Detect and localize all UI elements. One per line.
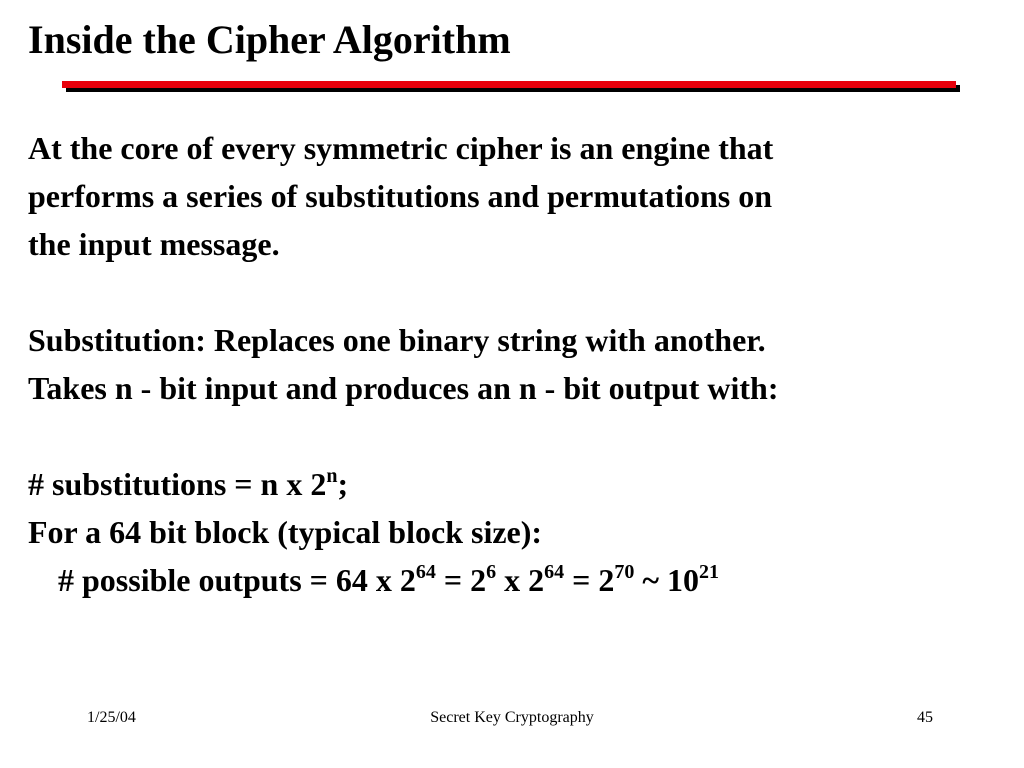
spacer [28, 268, 1008, 316]
footer-date: 1/25/04 [87, 709, 136, 726]
paragraph-line: Takes n - bit input and produces an n - bit output with: [28, 370, 779, 406]
formula-text: = 2 [564, 562, 615, 598]
formula-text: # substitutions = n x 2 [28, 466, 327, 502]
formula-exponent: 6 [486, 561, 497, 583]
formula-text: = 2 [435, 562, 487, 598]
possible-outputs-formula [28, 556, 1008, 604]
formula-text: x 2 [496, 562, 545, 598]
title-underline [62, 81, 956, 88]
formula-text: ~ 10 [634, 562, 699, 598]
formula-exponent: 70 [614, 561, 635, 583]
substitutions-formula [28, 460, 1008, 508]
slide-body [28, 124, 1008, 604]
formula-text: ; [337, 466, 349, 502]
formula-exponent: n [326, 465, 338, 487]
slide-title: Inside the Cipher Algorithm [28, 17, 511, 62]
paragraph-line: performs a series of substitutions and permutations on [28, 178, 773, 214]
page-number: 45 [917, 709, 933, 726]
formula-exponent: 21 [698, 561, 719, 583]
formula-text: # possible outputs = 64 x 2 [58, 562, 416, 598]
paragraph-line: Substitution: Replaces one binary string with another. [28, 322, 766, 358]
paragraph-line: the input message. [28, 226, 280, 262]
paragraph-line: At the core of every symmetric cipher is an engine that [28, 130, 774, 166]
block-size-line: For a 64 bit block (typical block size): [28, 514, 543, 550]
spacer [28, 412, 1008, 460]
formula-exponent: 64 [544, 561, 565, 583]
footer-title: Secret Key Cryptography [430, 709, 594, 726]
formula-exponent: 64 [415, 561, 436, 583]
